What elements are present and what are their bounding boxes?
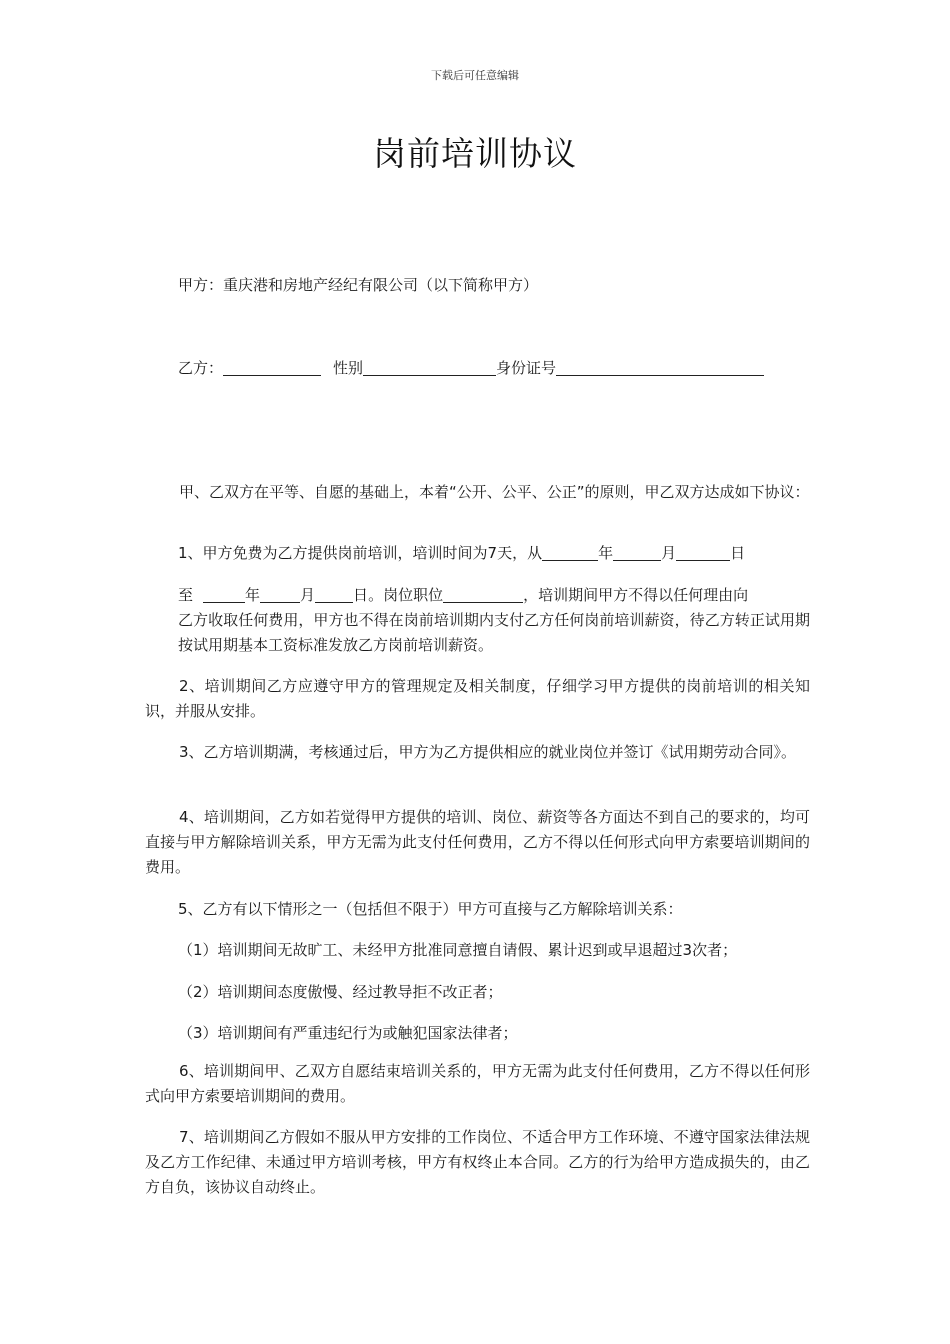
clause-5-item-3: （3）培训期间有严重违纪行为或触犯国家法律者； [178,1024,518,1042]
month-label: 月 [300,586,316,604]
clause-2: 2、培训期间乙方应遵守甲方的管理规定及相关制度，仔细学习甲方提供的岗前培训的相关知识，并服从安排。 [145,677,810,720]
clause-5-intro: 5、乙方有以下情形之一（包括但不限于）甲方可直接与乙方解除培训关系： [178,900,683,918]
clause1-prefix: 1、甲方免费为乙方提供岗前培训，培训时间为7天，从 [178,544,543,562]
header-note: 下载后可任意编辑 [431,69,519,82]
start-year-blank[interactable] [542,544,598,561]
clause1-line2-tail: ，培训期间甲方不得以任何理由向 [523,586,749,604]
clause-5-item-2: （2）培训期间态度傲慢、经过教导拒不改正者； [178,983,503,1001]
id-number-blank[interactable] [556,359,764,376]
clause1-to: 至 [178,586,194,604]
clause-6: 6、培训期间甲、乙双方自愿结束培训关系的，甲方无需为此支付任何费用，乙方不得以任何形式向甲方索要培训期间的费用。 [145,1062,810,1105]
page-title: 岗前培训协议 [373,134,577,173]
party-a-line: 甲方：重庆港和房地产经纪有限公司（以下简称甲方） [178,276,539,294]
day-label: 日 [730,544,746,562]
end-day-blank[interactable] [315,586,353,603]
start-day-blank[interactable] [676,544,730,561]
end-year-blank[interactable] [203,586,245,603]
position-label: 。岗位职位 [368,586,444,604]
clause1-line2 [178,583,843,608]
gender-label: 性别 [333,359,364,377]
year-label: 年 [245,586,261,604]
clause-4: 4、培训期间，乙方如若觉得甲方提供的培训、岗位、薪资等各方面达不到自己的要求的，均可直接与甲方解除培训关系，甲方无需为此支付任何费用，乙方不得以任何形式向甲方索要培训期间的费用。 [145,808,810,876]
clause-3: 3、乙方培训期满，考核通过后，甲方为乙方提供相应的就业岗位并签订《试用期劳动合同》。 [179,743,797,761]
year-label: 年 [598,544,614,562]
id-number-label: 身份证号 [496,359,557,377]
day-label: 日 [353,586,369,604]
month-label: 月 [661,544,677,562]
intro-paragraph: 甲、乙双方在平等、自愿的基础上，本着“公开、公平、公正”的原则，甲乙双方达成如下协议： [179,483,810,501]
clause1-rest: 乙方收取任何费用，甲方也不得在岗前培训期内支付乙方任何岗前培训薪资，待乙方转正试用期按试用期基本工资标准发放乙方岗前培训薪资。 [178,611,810,654]
clause-7: 7、培训期间乙方假如不服从甲方安排的工作岗位、不适合甲方工作环境、不遵守国家法律法规及乙方工作纪律、未通过甲方培训考核，甲方有权终止本合同。乙方的行为给甲方造成损失的，由乙方自负，该协议自动终止。 [145,1128,810,1196]
party-b-label: 乙方： [178,359,224,377]
party-b-name-blank[interactable] [223,359,321,376]
party-b-line [178,356,843,381]
clause1-line1 [178,541,843,566]
start-month-blank[interactable] [613,544,661,561]
position-blank[interactable] [443,586,523,603]
gender-blank[interactable] [363,359,496,376]
end-month-blank[interactable] [260,586,300,603]
clause-5-item-1: （1）培训期间无故旷工、未经甲方批准同意擅自请假、累计迟到或早退超过3次者； [178,941,738,959]
